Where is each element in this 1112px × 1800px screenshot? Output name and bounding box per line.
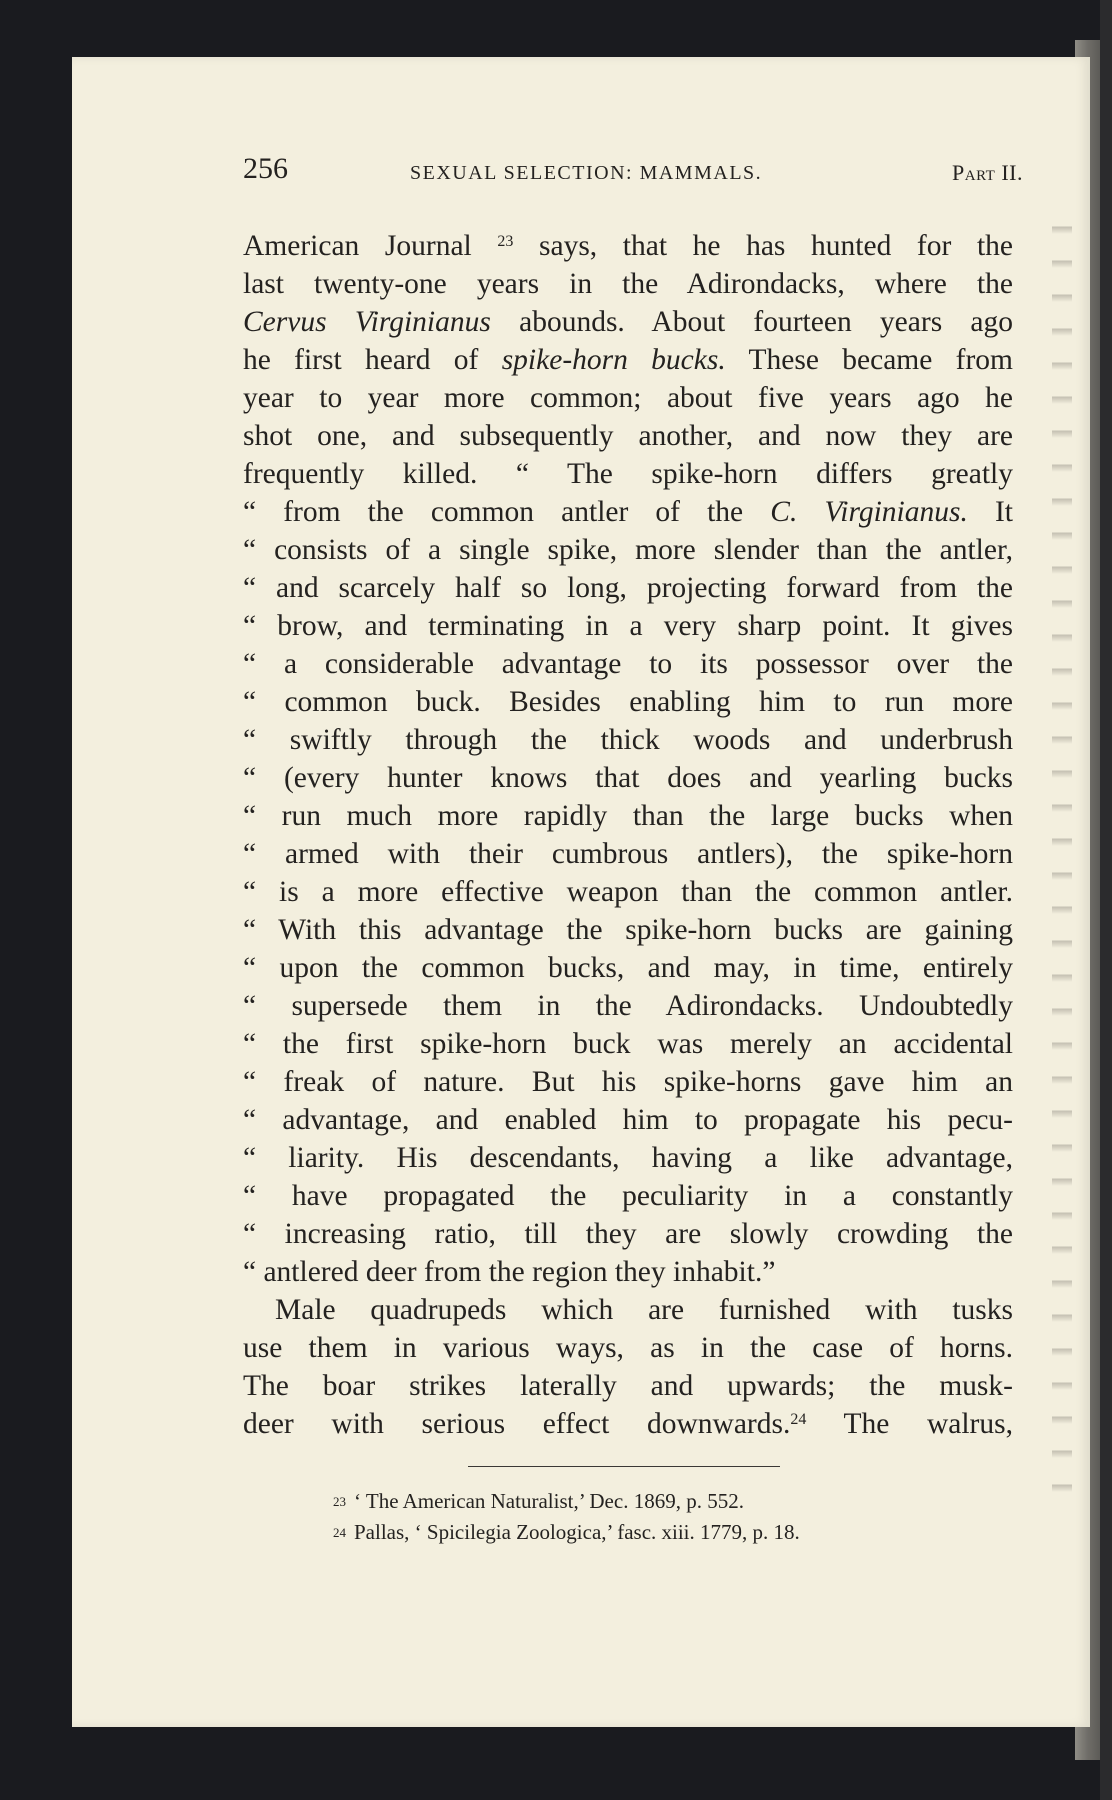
page-number: 256 bbox=[243, 152, 288, 185]
footnote-number: 24 bbox=[333, 1525, 346, 1540]
text-line: “ advantage, and enabled him to propagate his pecu- bbox=[243, 1104, 1013, 1136]
footnote-ref-24: 24 bbox=[790, 1411, 807, 1428]
text-line: “ With this advantage the spike-horn bucks are gaining bbox=[243, 914, 1013, 946]
text-line: Male quadrupeds which are furnished with tusks bbox=[275, 1294, 1013, 1326]
running-title: SEXUAL SELECTION: MAMMALS. bbox=[410, 162, 763, 184]
text-line: “ the first spike-horn buck was merely an accidental bbox=[243, 1028, 1013, 1060]
footnote-divider bbox=[468, 1466, 780, 1467]
text-line: “ have propagated the peculiarity in a constantly bbox=[243, 1180, 1013, 1212]
part-label: Part II. bbox=[952, 160, 1023, 185]
text-line: shot one, and subsequently another, and now they are bbox=[243, 420, 1013, 452]
text-line: “ run much more rapidly than the large bucks when bbox=[243, 800, 1013, 832]
text-line: “ antlered deer from the region they inhabit.” bbox=[243, 1256, 776, 1288]
text-line: “ supersede them in the Adirondacks. Undoubtedly bbox=[243, 990, 1013, 1022]
footnote-text: ‘ The American Naturalist,’ Dec. 1869, p. 552. bbox=[354, 1489, 744, 1513]
text-line: “ upon the common bucks, and may, in time, entirely bbox=[243, 952, 1013, 984]
page-edge-bleedthrough bbox=[1052, 200, 1072, 1500]
text-line: “ freak of nature. But his spike-horns gave him an bbox=[243, 1066, 1013, 1098]
text-line: use them in various ways, as in the case of horns. bbox=[243, 1332, 1013, 1364]
footnote bbox=[333, 1486, 973, 1517]
footnote bbox=[333, 1517, 973, 1548]
text-line: “ liarity. His descendants, having a like advantage, bbox=[243, 1142, 1013, 1174]
text-line: The boar strikes laterally and upwards; the musk- bbox=[243, 1370, 1013, 1402]
text-line: “ a considerable advantage to its possessor over the bbox=[243, 648, 1013, 680]
text-line: American Journal $^{23}$ says, that he has hunted for the bbox=[243, 230, 1013, 262]
text-line: “ common buck. Besides enabling him to run more bbox=[243, 686, 1013, 718]
text-line: “ from the common antler of the C. Virginianus. It bbox=[243, 496, 1013, 528]
footnote-number: 23 bbox=[333, 1494, 346, 1509]
text-line: last twenty-one years in the Adirondacks, where the bbox=[243, 268, 1013, 300]
body-text bbox=[243, 227, 1013, 1443]
footnotes bbox=[333, 1486, 973, 1548]
text-line: frequently killed. “ The spike-horn differs greatly bbox=[243, 458, 1013, 490]
text-line: “ and scarcely half so long, projecting forward from the bbox=[243, 572, 1013, 604]
text-line: deer with serious effect downwards.$^{24}$ The walrus, bbox=[243, 1408, 1013, 1440]
running-header bbox=[243, 152, 1023, 192]
text-line: “ swiftly through the thick woods and underbrush bbox=[243, 724, 1013, 756]
text-line: “ increasing ratio, till they are slowly crowding the bbox=[243, 1218, 1013, 1250]
text-line: “ is a more effective weapon than the common antler. bbox=[243, 876, 1013, 908]
text-line: year to year more common; about five years ago he bbox=[243, 382, 1013, 414]
text-line: “ armed with their cumbrous antlers), the spike-horn bbox=[243, 838, 1013, 870]
text-line: Cervus Virginianus abounds. About fourteen years ago bbox=[243, 306, 1014, 338]
text-line: “ (every hunter knows that does and yearling bucks bbox=[243, 762, 1013, 794]
book-binding-edge bbox=[1100, 0, 1112, 1800]
text-line: he first heard of spike-horn bucks. These became from bbox=[243, 344, 1013, 376]
text-line: “ brow, and terminating in a very sharp point. It gives bbox=[243, 610, 1013, 642]
text-line: “ consists of a single spike, more slender than the antler, bbox=[243, 534, 1013, 566]
footnote-ref-23: 23 bbox=[497, 233, 514, 250]
footnote-text: Pallas, ‘ Spicilegia Zoologica,’ fasc. xiii. 1779, p. 18. bbox=[354, 1520, 800, 1544]
